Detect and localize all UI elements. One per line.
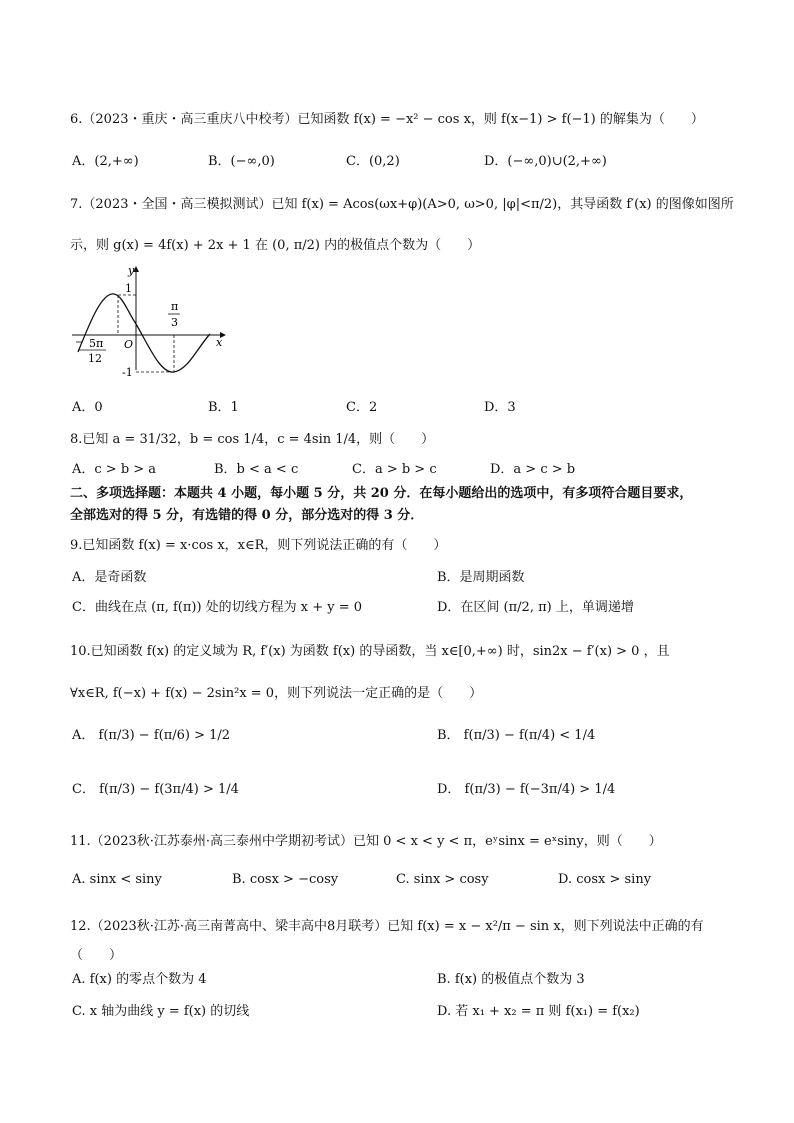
q9-option-d: D．在区间 (π/2, π) 上，单调递增: [437, 600, 634, 615]
q6-option-a: A．(2,+∞): [72, 154, 139, 169]
q10-stem-line2: ∀x∈R, f(−x) + f(x) − 2sin²x = 0，则下列说法一定正确的是（ ）: [70, 686, 483, 701]
q12-option-b: B. f(x) 的极值点个数为 3: [437, 972, 585, 987]
q8-option-c: C．a > b > c: [352, 462, 437, 477]
q12-stem-line2: （ ）: [70, 948, 123, 963]
q7-option-b: B．1: [208, 400, 239, 415]
tick-label-neg-one: -1: [122, 366, 133, 379]
q7-option-c: C．2: [346, 400, 378, 415]
q9-option-a: A．是奇函数: [72, 570, 147, 585]
tick-label-one: 1: [125, 282, 132, 295]
origin-label: O: [124, 338, 134, 351]
tick-label-neg-5pi-num: 5π: [89, 337, 104, 350]
tick-label-pi3-den: 3: [171, 316, 178, 329]
q10-option-a: A． f(π/3) − f(π/6) > 1/2: [72, 728, 231, 743]
y-axis-label: y: [128, 264, 135, 277]
q11-option-c: C. sinx > cosy: [396, 872, 489, 887]
q12-stem-line1: 12.（2023秋·江苏·高三南菁高中、梁丰高中8月联考）已知 f(x) = x − x²/π − sin x，则下列说法中正确的有: [70, 919, 704, 934]
q6-stem: 6.（2023・重庆・高三重庆八中校考）已知函数 f(x) = −x² − cos x，则 f(x−1) > f(−1) 的解集为（ ）: [70, 112, 704, 127]
section2-line1: 二、多项选择题：本题共 4 小题，每小题 5 分，共 20 分．在每小题给出的选项中，有多项符合题目要求，: [70, 486, 693, 501]
x-axis-label: x: [216, 336, 223, 349]
q11-stem: 11.（2023秋·江苏泰州·高三泰州中学期初考试）已知 0 < x < y < π，eʸsinx = eˣsiny，则（ ）: [70, 834, 662, 849]
tick-label-pi3-num: π: [171, 300, 179, 313]
q7-option-d: D．3: [484, 400, 516, 415]
q11-option-a: A. sinx < siny: [72, 872, 162, 887]
q11-option-d: D. cosx > siny: [558, 872, 652, 887]
q6-option-c: C．(0,2): [346, 154, 400, 169]
section2-line2: 全部选对的得 5 分，有选错的得 0 分，部分选对的得 3 分．: [70, 508, 424, 523]
q12-option-d: D. 若 x₁ + x₂ = π 则 f(x₁) = f(x₂): [437, 1004, 640, 1019]
q12-option-c: C. x 轴为曲线 y = f(x) 的切线: [72, 1004, 250, 1019]
q6-option-b: B．(−∞,0): [208, 154, 275, 169]
q9-stem: 9.已知函数 f(x) = x·cos x，x∈R，则下列说法正确的有（ ）: [70, 538, 447, 553]
q7-derivative-graph: [70, 262, 230, 379]
q8-stem: 8.已知 a = 31/32，b = cos 1/4，c = 4sin 1/4，则（ ）: [70, 432, 435, 447]
q7-stem-line2: 示，则 g(x) = 4f(x) + 2x + 1 在 (0, π/2) 内的极值点个数为（ ）: [70, 238, 481, 253]
q8-option-d: D．a > c > b: [490, 462, 576, 477]
q8-option-b: B．b < a < c: [214, 462, 299, 477]
q10-option-c: C． f(π/3) − f(3π/4) > 1/4: [72, 782, 239, 797]
tick-label-neg-5pi-den: 12: [88, 352, 102, 365]
q6-option-d: D．(−∞,0)∪(2,+∞): [484, 154, 607, 169]
q7-option-a: A．0: [72, 400, 103, 415]
q9-option-b: B．是周期函数: [437, 570, 525, 585]
q10-option-b: B． f(π/3) − f(π/4) < 1/4: [437, 728, 596, 743]
q10-stem-line1: 10.已知函数 f(x) 的定义域为 R, f′(x) 为函数 f(x) 的导函数，当 x∈[0,+∞) 时，sin2x − f′(x) > 0 ，且: [70, 644, 670, 659]
q7-stem-line1: 7.（2023・全国・高三模拟测试）已知 f(x) = Acos(ωx+φ)(A>0, ω>0, |φ|<π/2)，其导函数 f′(x) 的图像如图所: [70, 197, 734, 212]
q10-option-d: D． f(π/3) − f(−3π/4) > 1/4: [437, 782, 616, 797]
q8-option-a: A．c > b > a: [72, 462, 157, 477]
q9-option-c: C．曲线在点 (π, f(π)) 处的切线方程为 x + y = 0: [72, 600, 363, 615]
q12-option-a: A. f(x) 的零点个数为 4: [72, 972, 207, 987]
q11-option-b: B. cosx > −cosy: [232, 872, 339, 887]
